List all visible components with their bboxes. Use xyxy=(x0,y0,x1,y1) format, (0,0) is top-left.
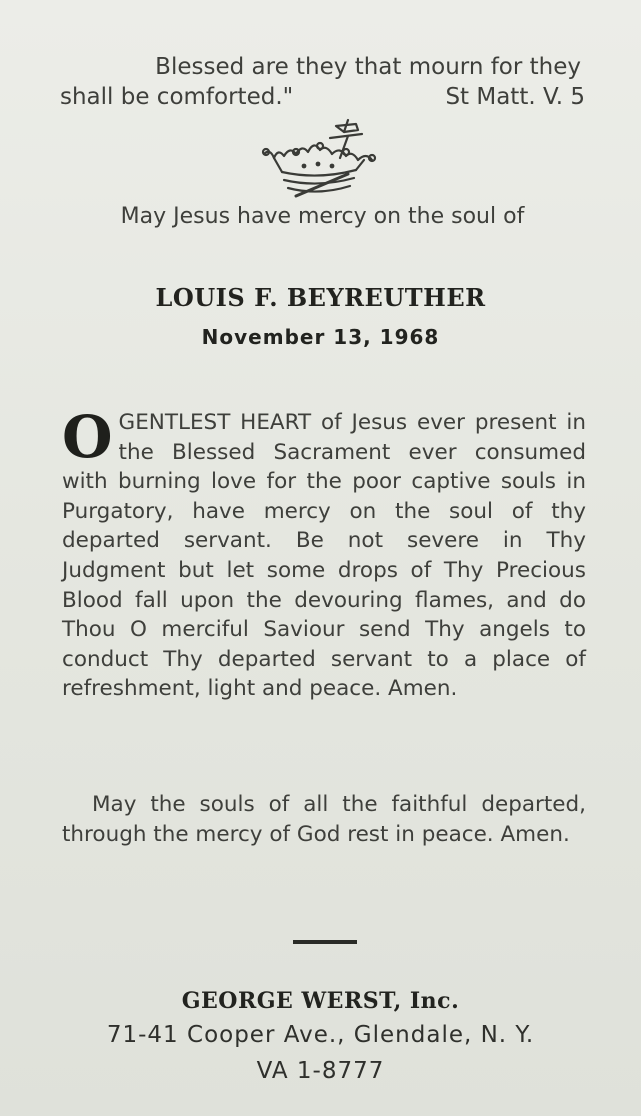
deceased-name: LOUIS F. BEYREUTHER xyxy=(155,283,486,312)
scripture-citation: St Matt. V. 5 xyxy=(445,84,585,110)
publisher-phone: VA 1-8777 xyxy=(256,1058,385,1084)
prayer-drop-cap: O xyxy=(62,403,113,471)
publisher-name: GEORGE WERST, Inc. xyxy=(181,988,460,1014)
scripture-line-1: Blessed are they that mourn for they xyxy=(155,54,581,80)
death-date: November 13, 1968 xyxy=(201,325,440,349)
prayer-paragraph xyxy=(62,403,586,704)
scripture-line-2 xyxy=(60,82,585,112)
publisher-address: 71-41 Cooper Ave., Glendale, N. Y. xyxy=(106,1022,535,1048)
crown-and-cross-icon xyxy=(252,118,384,204)
divider-rule xyxy=(293,940,357,944)
scripture-quote xyxy=(60,52,585,112)
prayer-body: GENTLEST HEART of Jesus ever present in the Blessed Sacrament ever consumed with burning love for the poor captive souls in Purgatory, have mercy on the soul of thy departed servant. Be not severe in Thy Judgment but let some drops of Thy Precious Blood fall upon the devouring flames, and do Thou O merciful Saviour send Thy angels to conduct Thy departed servant to a place of refreshment, light and peace. Amen. xyxy=(62,410,586,702)
mercy-invocation: May Jesus have mercy on the soul of xyxy=(120,204,525,229)
scripture-line-2-text: shall be comforted." xyxy=(60,84,294,110)
closing-prayer: May the souls of all the faithful departed, through the mercy of God rest in peace. Amen. xyxy=(62,792,586,847)
